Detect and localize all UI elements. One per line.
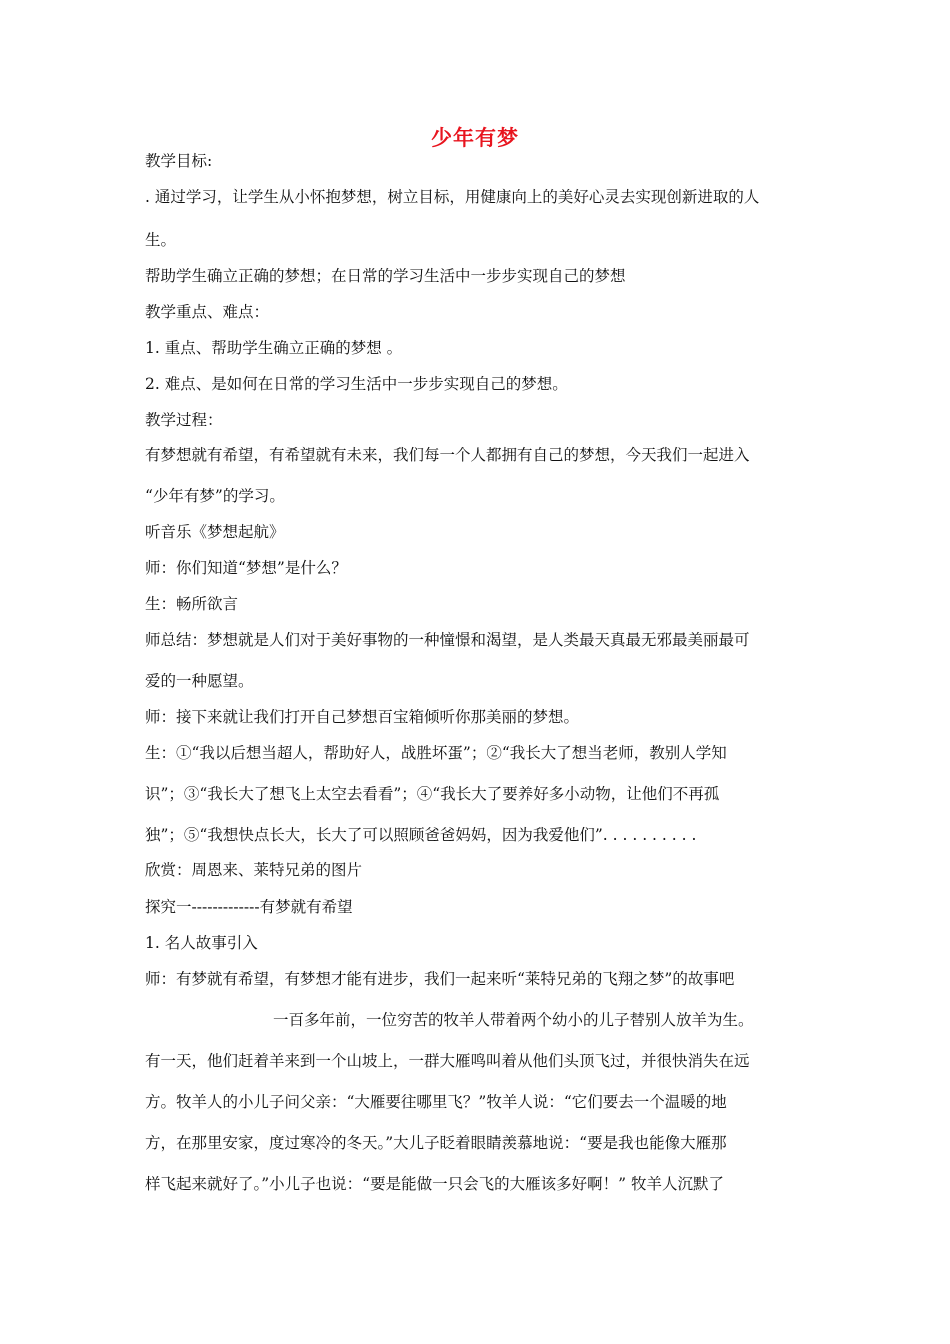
paragraph-line: 欣赏：周恩来、莱特兄弟的图片 (145, 861, 363, 879)
paragraph-line: 生：畅所欲言 (145, 595, 239, 613)
heading-explore-one: 探究一-------------有梦就有希望 (145, 898, 353, 916)
paragraph-line: 师总结：梦想就是人们对于美好事物的一种憧憬和渴望，是人类最天真最无邪最美丽最可 (145, 631, 750, 649)
heading-teaching-goals: 教学目标: (145, 152, 213, 170)
paragraph-line: 2. 难点、是如何在日常的学习生活中一步步实现自己的梦想。 (145, 375, 568, 393)
paragraph-line: 听音乐《梦想起航》 (145, 523, 285, 541)
paragraph-line: 方。牧羊人的小儿子问父亲：“大雁要往哪里飞？”牧羊人说：“它们要去一个温暖的地 (145, 1093, 727, 1111)
paragraph-line: “少年有梦”的学习。 (145, 487, 285, 505)
paragraph-line: 帮助学生确立正确的梦想；在日常的学习生活中一步步实现自己的梦想 (145, 267, 626, 285)
paragraph-line: 有梦想就有希望，有希望就有未来，我们每一个人都拥有自己的梦想，今天我们一起进入 (145, 446, 750, 464)
paragraph-line-indented: 一百多年前，一位穷苦的牧羊人带着两个幼小的儿子替别人放羊为生。 (273, 1011, 754, 1029)
paragraph-line: 师：你们知道“梦想”是什么？ (145, 559, 347, 577)
paragraph-line: 有一天，他们赶着羊来到一个山坡上，一群大雁鸣叫着从他们头顶飞过，并很快消失在远 (145, 1052, 750, 1070)
paragraph-line: 独”；⑤“我想快点长大，长大了可以照顾爸爸妈妈，因为我爱他们”. . . . . . . . . . (145, 826, 697, 844)
paragraph-line: 生。 (145, 231, 177, 249)
heading-key-points: 教学重点、难点： (145, 303, 270, 321)
paragraph-line: . 通过学习，让学生从小怀抱梦想，树立目标，用健康向上的美好心灵去实现创新进取的人 (145, 188, 760, 206)
paragraph-line: 爱的一种愿望。 (145, 672, 254, 690)
heading-teaching-process: 教学过程： (145, 411, 223, 429)
paragraph-line: 生：①“我以后想当超人，帮助好人，战胜坏蛋”；②“我长大了想当老师，教别人学知 (145, 744, 727, 762)
paragraph-line: 1. 名人故事引入 (145, 934, 258, 952)
paragraph-line: 方，在那里安家，度过寒冷的冬天。”大儿子眨着眼睛羡慕地说：“要是我也能像大雁那 (145, 1134, 727, 1152)
paragraph-line: 师：有梦就有希望，有梦想才能有进步，我们一起来听“莱特兄弟的飞翔之梦”的故事吧 (145, 970, 735, 988)
paragraph-line: 师：接下来就让我们打开自己梦想百宝箱倾听你那美丽的梦想。 (145, 708, 580, 726)
paragraph-line: 识”；③“我长大了想飞上太空去看看”；④“我长大了要养好多小动物，让他们不再孤 (145, 785, 720, 803)
paragraph-line: 1. 重点、帮助学生确立正确的梦想 。 (145, 339, 403, 357)
document-title: 少年有梦 (431, 126, 519, 150)
paragraph-line: 样飞起来就好了。”小儿子也说：“要是能做一只会飞的大雁该多好啊！” 牧羊人沉默了 (145, 1175, 724, 1193)
